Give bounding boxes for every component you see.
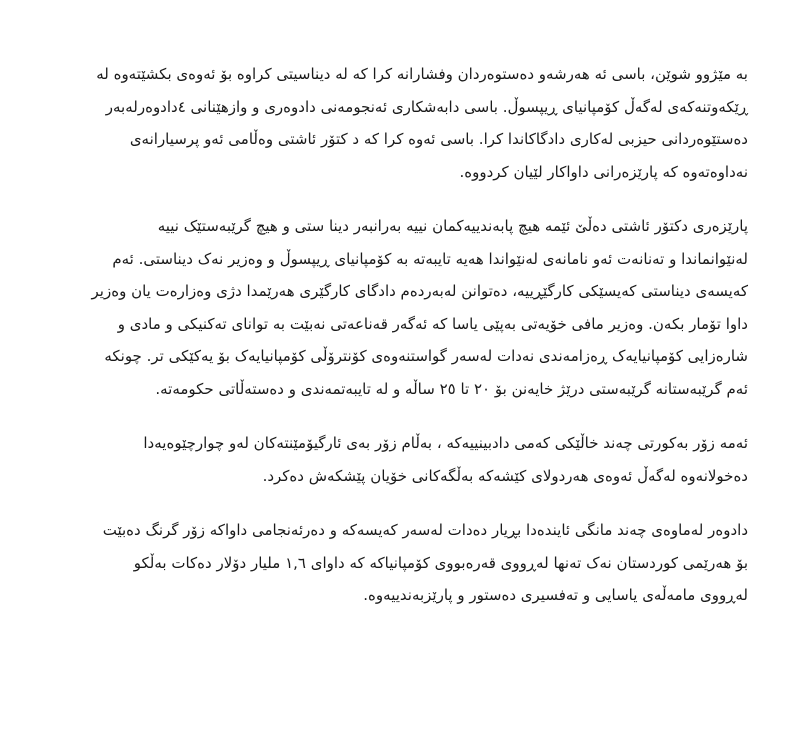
paragraph-3	[70, 427, 748, 492]
paragraph-line: ڕێکەوتنەکەی لەگەڵ کۆمپانیای ڕیپسوڵ. باسی دابەشکاری ئەنجومەنی دادوەری و وازهێنانی ٤دادوەرلەبەر	[105, 97, 748, 116]
paragraph-line: ئەمە زۆر بەکورتی چەند خاڵێکی کەمی دادبینییەکە ، بەڵام زۆر بەی ئارگیۆمێنتەکان لەو چوارچێوەیەدا	[143, 434, 748, 452]
paragraph-2	[70, 210, 748, 405]
paragraph-1	[70, 58, 748, 188]
paragraph-line: بە مێژوو شوێن، باسی ئە هەرشەو دەستوەردان وفشارانە کرا کە لە دیناسیتی کراوە بۆ ئەوەی بکشێتەوە لە	[96, 65, 748, 83]
paragraph-line: ئەم گرێبەستانە گرێبەستی درێژ خایەنن بۆ ٢٠ تا ٢٥ ساڵە و لە تایبەتمەندی و دەستەڵاتی حکومەتە.	[155, 379, 748, 398]
paragraph-line: دەستێوەردانی حیزبی لەکاری دادگاکاندا کرا. باسی ئەوە کرا کە د کتۆر ئاشتی وەڵامی ئەو پرسیارانەی	[129, 130, 748, 148]
paragraph-line: نەداوەتەوە کە پارێزەرانی داواکار لێیان کردووە.	[459, 162, 748, 181]
document-body	[70, 58, 748, 634]
paragraph-line: شارەزایی کۆمپانیایەک ڕەزامەندی نەدات لەسەر گواستنەوەی کۆنترۆڵی کۆمپانیایەک بۆ یەکێکی تر. چونکە	[104, 347, 748, 365]
paragraph-4	[70, 514, 748, 612]
paragraph-line: لەڕووی مامەڵەی یاسایی و تەفسیری دەستور و پارێزبەندییەوە.	[363, 586, 748, 604]
paragraph-line: داوا تۆمار بکەن. وەزیر مافی خۆیەتی بەپێی یاسا کە ئەگەر قەناعەتی نەبێت بە توانای تەکنیکی و مادی و	[117, 314, 748, 333]
paragraph-line: کەیسەی دیناستی کەیسێکی کارگێڕییە، دەتوانن لەبەردەم دادگای کارگێری هەرێمدا دژی وەزارەت یان وەزیر	[91, 282, 748, 300]
paragraph-line: پارێزەری دکتۆر ئاشتی دەڵێ ئێمە هیچ پابەندییەکمان نییە بەرانبەر دینا ستی و هیچ گرێبەستێک نییە	[157, 217, 748, 235]
paragraph-line: بۆ هەرێمی کوردستان نەک تەنها لەڕووی قەرەبووی کۆمپانیاکە کە داوای ١,٦ ملیار دۆلار دەکات بەڵکو	[133, 553, 748, 572]
paragraph-line: لەنێوانماندا و تەنانەت ئەو نامانەی لەنێواندا هەیە تایبەتە بە کۆمپانیای ڕیپسوڵ و وەزیر نەک دیناستی. ئەم	[112, 249, 748, 268]
paragraph-line: دەخولانەوە لەگەڵ ئەوەی هەردولای کێشەکە بەڵگەکانی خۆیان پێشکەش دەکرد.	[262, 466, 748, 485]
paragraph-line: دادوەر لەماوەی چەند مانگی ئایندەدا بڕیار دەدات لەسەر کەیسەکە و دەرئەنجامی داواکە زۆر گرنگ دەبێت	[102, 521, 748, 539]
